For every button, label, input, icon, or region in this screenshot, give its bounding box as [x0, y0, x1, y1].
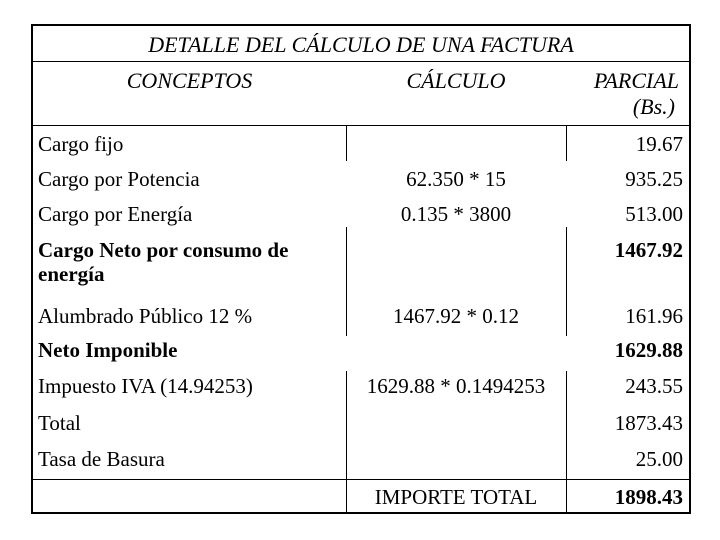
- row-parcial: 1873.43: [614, 411, 683, 435]
- table-title: DETALLE DEL CÁLCULO DE UNA FACTURA: [148, 32, 574, 57]
- row-parcial: 1629.88: [614, 338, 683, 362]
- row-parcial: 935.25: [625, 167, 683, 191]
- header-row: [33, 62, 689, 128]
- row-parcial: 513.00: [625, 202, 683, 226]
- col-divider-1d: [346, 479, 347, 514]
- table-row: [33, 338, 689, 362]
- total-row: [33, 483, 689, 513]
- col-divider-1a: [346, 125, 347, 161]
- table-row: [33, 411, 689, 435]
- col-divider-2b: [566, 300, 567, 336]
- total-divider: [33, 479, 689, 480]
- row-parcial: 161.96: [625, 304, 683, 328]
- row-parcial: 243.55: [625, 374, 683, 398]
- invoice-table: [31, 24, 691, 514]
- col-divider-1c: [346, 371, 347, 481]
- header-divider: [33, 125, 689, 126]
- col-divider-1b: [346, 300, 347, 336]
- table-row: [33, 447, 689, 471]
- row-concepto: Tasa de Basura: [38, 447, 165, 471]
- row-concepto: Neto Imponible: [38, 338, 178, 362]
- row-concepto: Cargo por Energía: [38, 202, 193, 226]
- header-parcial-line2: (Bs.): [632, 94, 675, 119]
- table-row: [33, 238, 689, 294]
- header-calculo: CÁLCULO: [406, 68, 506, 93]
- total-value: 1898.43: [614, 485, 683, 509]
- row-calculo: 0.135 * 3800: [400, 202, 512, 226]
- row-calculo: 1467.92 * 0.12: [393, 304, 519, 328]
- row-concepto: Cargo por Potencia: [38, 167, 200, 191]
- row-calculo: 62.350 * 15: [406, 167, 506, 191]
- row-concepto: Impuesto IVA (14.94253): [38, 374, 253, 398]
- header-parcial-line1: PARCIAL: [593, 68, 679, 93]
- row-calculo: 1629.88 * 0.1494253: [366, 374, 546, 398]
- header-conceptos: CONCEPTOS: [126, 68, 253, 93]
- col-divider-1e: [346, 227, 347, 300]
- row-parcial: 25.00: [635, 447, 683, 471]
- header-parcial: [566, 68, 689, 120]
- table-row: [33, 167, 689, 191]
- total-label: IMPORTE TOTAL: [374, 485, 538, 509]
- row-parcial: 19.67: [635, 132, 683, 156]
- table-row: [33, 304, 689, 328]
- row-concepto: Total: [38, 411, 81, 435]
- table-row: [33, 132, 689, 156]
- row-concepto: Alumbrado Público 12 %: [38, 304, 253, 328]
- table-row: [33, 202, 689, 226]
- row-parcial: 1467.92: [614, 238, 683, 262]
- row-concepto: Cargo fijo: [38, 132, 124, 156]
- col-divider-2d: [566, 479, 567, 514]
- col-divider-2c: [566, 371, 567, 481]
- col-divider-2e: [566, 227, 567, 300]
- col-divider-2a: [566, 125, 567, 161]
- table-row: [33, 374, 689, 398]
- row-concepto: Cargo Neto por consumo de energía: [38, 238, 289, 286]
